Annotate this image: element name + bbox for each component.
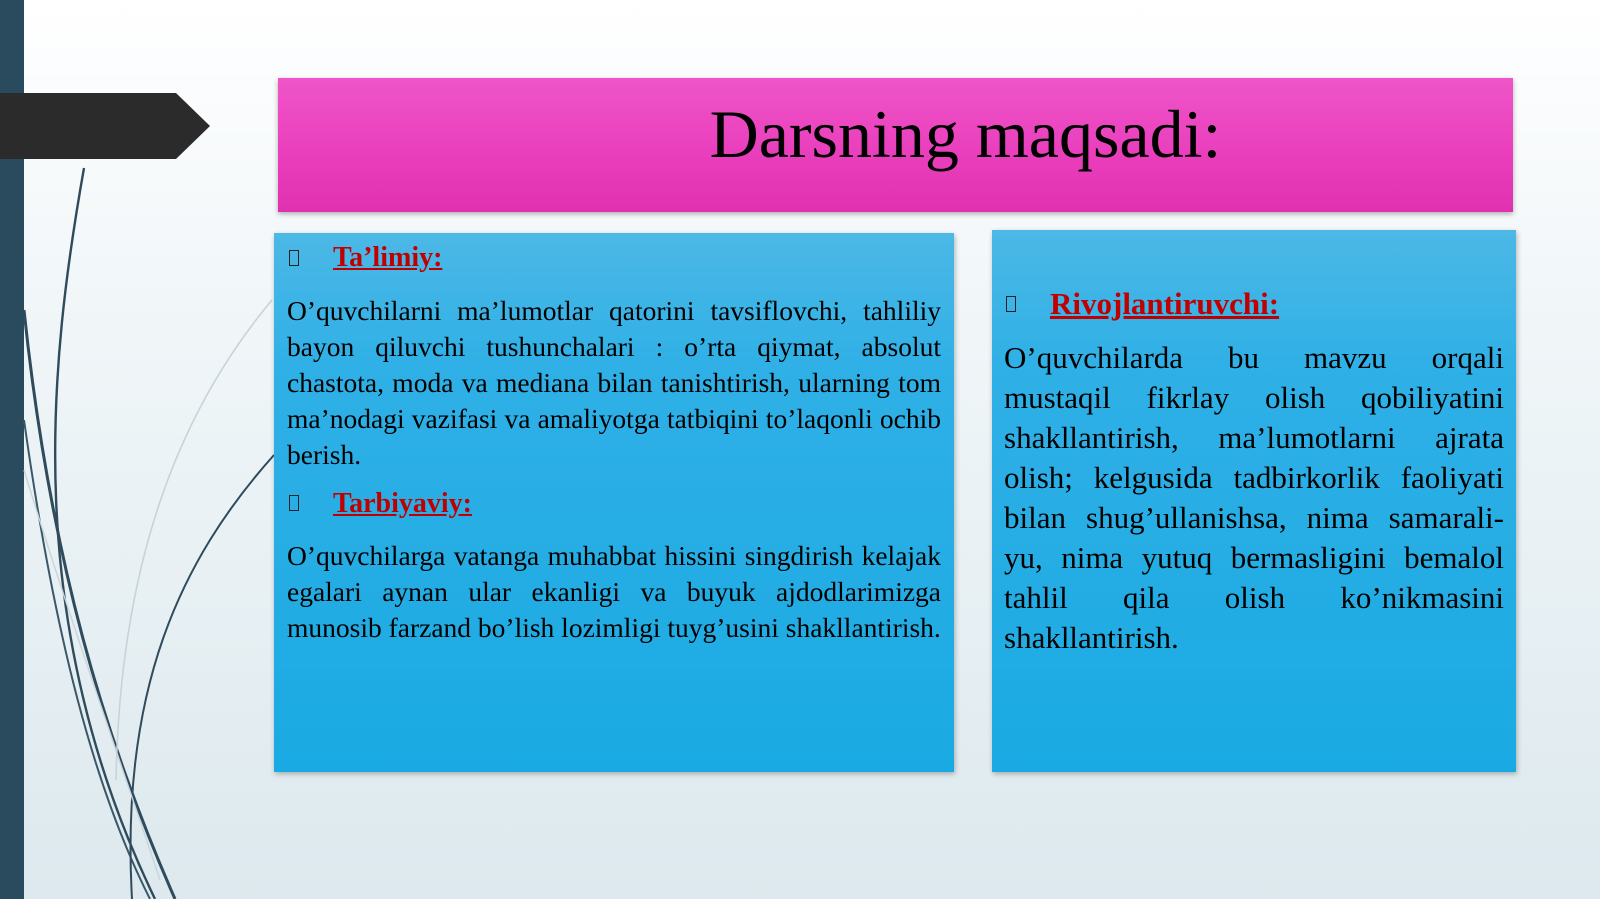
- arrow-tab-shape: [0, 93, 210, 159]
- square-bullet-icon: [289, 250, 299, 266]
- section-heading-row: [1004, 285, 1504, 322]
- section-heading-row: [287, 241, 941, 275]
- square-bullet-icon: [289, 495, 299, 511]
- section-heading-tarbiyaviy: Tarbiyaviy:: [333, 487, 472, 519]
- section-text-rivojlantiruvchi: O’quvchilarda bu mavzu orqali mustaqil fikrlay olish qobiliyatini shakllantirish, ma’lumotlarni ajrata olish; kelgusida tadbirkorlik faoliyati bilan shug’ullanishsa, nima samarali-yu, nima yutuq bermasligini bemalol tahlil qila olish ko’nikmasini shakllantirish.: [1004, 340, 1504, 656]
- section-heading-rivojlantiruvchi: Rivojlantiruvchi:: [1050, 286, 1280, 321]
- section-heading-row: [287, 487, 941, 521]
- section-text-tarbiyaviy: O’quvchilarga vatanga muhabbat hissini singdirish kelajak egalari aynan ular ekanligi va buyuk ajdodlarimizga munosib farzand bo’lish lozimligi tuyg’usini shakllantirish.: [287, 540, 941, 644]
- section-heading-talimiy: Ta’limiy:: [333, 242, 443, 273]
- slide-title: Darsning maqsadi:: [709, 96, 1222, 172]
- title-banner: [278, 78, 1513, 212]
- right-objectives-panel: [992, 230, 1516, 772]
- left-objectives-panel: [274, 233, 954, 772]
- section-text-talimiy: O’quvchilarni ma’lumotlar qatorini tavsiflovchi, tahliliy bayon qiluvchi tushunchalari : o’rta qiymat, absolut chastota, moda va mediana bilan tanishtirish, ularning tom ma’nodagi vazifasi va amaliyotga tatbiqini to’laqonli ochib berish.: [287, 294, 941, 470]
- square-bullet-icon: [1006, 296, 1016, 312]
